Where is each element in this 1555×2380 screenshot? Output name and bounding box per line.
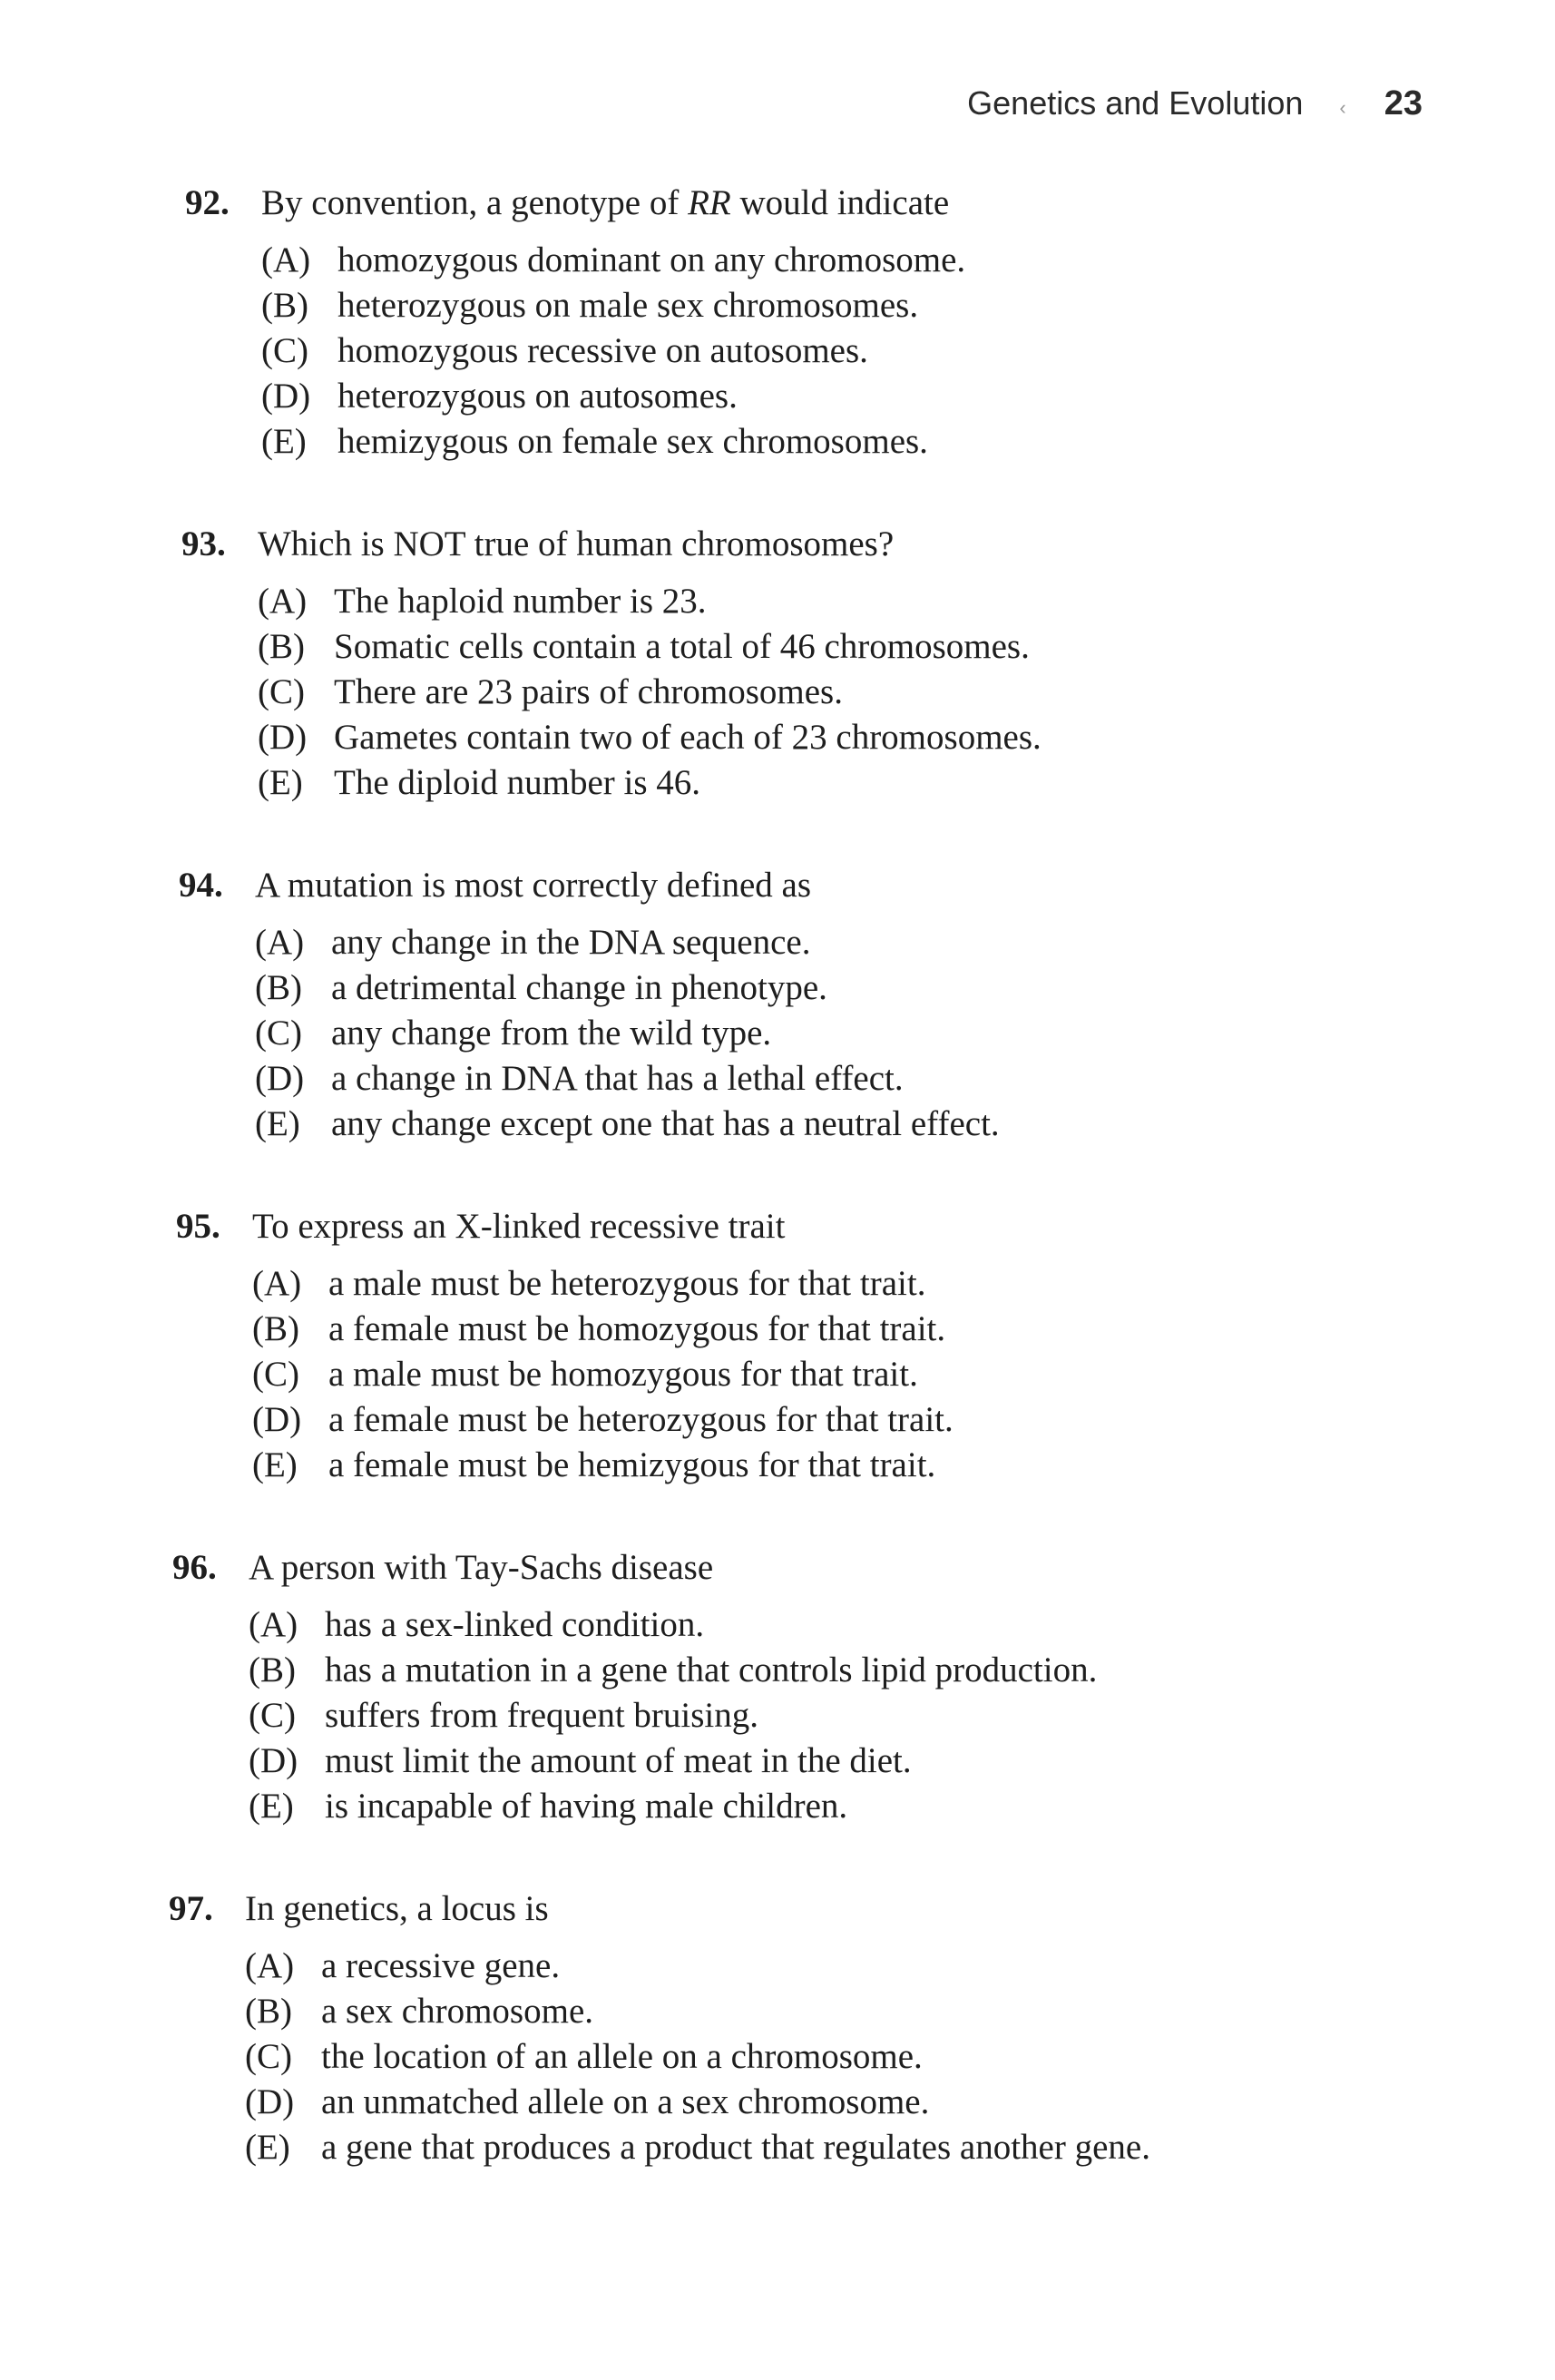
option-letter: (D)	[252, 1400, 302, 1439]
answer-options	[172, 1603, 1555, 1830]
option-letter: (B)	[255, 968, 302, 1007]
option-text: a sex chromosome.	[321, 1992, 594, 2031]
option-letter: (B)	[245, 1992, 292, 2031]
question-stem	[179, 864, 1555, 918]
question-94	[179, 864, 1555, 1148]
option-letter: (B)	[261, 286, 308, 325]
option-text: The haploid number is 23.	[334, 582, 707, 621]
answer-option	[181, 671, 1555, 716]
option-letter: (E)	[249, 1787, 294, 1826]
option-letter: (E)	[252, 1445, 298, 1484]
question-number: 97.	[169, 1889, 213, 1928]
section-title: Genetics and Evolution	[967, 84, 1304, 122]
option-letter: (D)	[249, 1741, 298, 1780]
option-text: has a sex-linked condition.	[325, 1605, 705, 1644]
question-number: 96.	[172, 1548, 217, 1587]
option-text: must limit the amount of meat in the diet.	[325, 1741, 912, 1780]
answer-option	[169, 1990, 1555, 2035]
answer-option	[185, 329, 1555, 375]
question-92	[185, 181, 1555, 465]
option-letter: (A)	[249, 1605, 298, 1644]
option-text: a male must be homozygous for that trait.	[328, 1355, 918, 1394]
answer-options	[179, 921, 1555, 1148]
answer-option	[179, 921, 1555, 966]
question-stem	[176, 1205, 1555, 1259]
question-number: 92.	[185, 183, 230, 222]
answer-option	[169, 2035, 1555, 2081]
question-text: In genetics, a locus is	[245, 1889, 549, 1928]
question-stem	[185, 181, 1555, 236]
option-letter: (A)	[261, 240, 311, 279]
option-text: a recessive gene.	[321, 1946, 561, 1985]
option-letter: (B)	[258, 627, 305, 666]
question-stem	[169, 1887, 1555, 1942]
option-letter: (E)	[258, 763, 303, 802]
option-letter: (B)	[249, 1650, 296, 1690]
option-letter: (C)	[252, 1355, 299, 1394]
option-text: a female must be hemizygous for that trait.	[328, 1445, 936, 1484]
answer-option	[181, 716, 1555, 761]
answer-option	[172, 1649, 1555, 1694]
option-text: the location of an allele on a chromosome.	[321, 2037, 923, 2076]
answer-option	[179, 1012, 1555, 1057]
option-text: homozygous dominant on any chromosome.	[337, 240, 966, 279]
option-letter: (A)	[245, 1946, 295, 1985]
answer-option	[176, 1444, 1555, 1489]
answer-option	[179, 966, 1555, 1012]
answer-option	[169, 2126, 1555, 2171]
question-text: A person with Tay-Sachs disease	[249, 1548, 714, 1587]
option-text: a female must be homozygous for that trait.	[328, 1309, 946, 1348]
answer-option	[169, 2081, 1555, 2126]
option-letter: (E)	[245, 2128, 290, 2167]
option-text: is incapable of having male children.	[325, 1787, 848, 1826]
question-stem	[181, 523, 1555, 577]
option-letter: (D)	[258, 718, 308, 757]
answer-option	[185, 239, 1555, 284]
question-93	[181, 523, 1555, 807]
option-text: a change in DNA that has a lethal effect.	[331, 1059, 904, 1098]
option-text: a male must be heterozygous for that trait.	[328, 1264, 926, 1303]
answer-option	[172, 1739, 1555, 1785]
option-text: any change in the DNA sequence.	[331, 923, 811, 962]
question-number: 93.	[181, 524, 226, 563]
option-text: has a mutation in a gene that controls lipid production.	[325, 1650, 1098, 1690]
question-96	[172, 1546, 1555, 1830]
question-97	[169, 1887, 1555, 2171]
question-text: Which is NOT true of human chromosomes?	[258, 524, 895, 563]
option-letter: (D)	[245, 2082, 295, 2121]
answer-options	[185, 239, 1555, 465]
option-letter: (C)	[261, 331, 308, 370]
option-text: suffers from frequent bruising.	[325, 1696, 758, 1735]
option-text: Somatic cells contain a total of 46 chromosomes.	[334, 627, 1030, 666]
option-letter: (D)	[261, 377, 311, 416]
answer-option	[185, 420, 1555, 465]
option-letter: (C)	[245, 2037, 292, 2076]
question-stem	[172, 1546, 1555, 1601]
option-text: Gametes contain two of each of 23 chromosomes.	[334, 718, 1042, 757]
question-number: 94.	[179, 866, 223, 905]
answer-option	[181, 761, 1555, 807]
option-text: a female must be heterozygous for that trait.	[328, 1400, 954, 1439]
option-letter: (A)	[255, 923, 305, 962]
answer-option	[181, 580, 1555, 625]
option-text: any change except one that has a neutral effect.	[331, 1104, 1000, 1143]
question-text: To express an X-linked recessive trait	[252, 1207, 786, 1246]
ornament-icon: ‹	[1339, 96, 1346, 119]
question-list	[0, 181, 1555, 2228]
answer-options	[181, 580, 1555, 807]
answer-option	[176, 1398, 1555, 1444]
option-letter: (A)	[252, 1264, 302, 1303]
answer-option	[176, 1262, 1555, 1308]
answer-options	[169, 1944, 1555, 2171]
answer-option	[176, 1308, 1555, 1353]
answer-option	[179, 1102, 1555, 1148]
answer-option	[185, 284, 1555, 329]
running-header	[967, 83, 1423, 128]
question-number: 95.	[176, 1207, 220, 1246]
answer-option	[179, 1057, 1555, 1102]
option-letter: (C)	[249, 1696, 296, 1735]
option-text: hemizygous on female sex chromosomes.	[337, 422, 928, 461]
option-letter: (B)	[252, 1309, 299, 1348]
option-text: heterozygous on male sex chromosomes.	[337, 286, 919, 325]
answer-options	[176, 1262, 1555, 1489]
option-letter: (E)	[261, 422, 307, 461]
question-text: By convention, a genotype of RR would indicate	[261, 183, 950, 222]
answer-option	[181, 625, 1555, 671]
question-95	[176, 1205, 1555, 1489]
option-text: an unmatched allele on a sex chromosome.	[321, 2082, 930, 2121]
option-text: a detrimental change in phenotype.	[331, 968, 827, 1007]
option-text: a gene that produces a product that regulates another gene.	[321, 2128, 1150, 2167]
option-text: homozygous recessive on autosomes.	[337, 331, 868, 370]
answer-option	[176, 1353, 1555, 1398]
answer-option	[172, 1694, 1555, 1739]
answer-option	[185, 375, 1555, 420]
option-letter: (D)	[255, 1059, 305, 1098]
option-letter: (C)	[258, 672, 305, 711]
answer-option	[172, 1603, 1555, 1649]
option-letter: (C)	[255, 1014, 302, 1053]
answer-option	[172, 1785, 1555, 1830]
option-letter: (E)	[255, 1104, 300, 1143]
option-letter: (A)	[258, 582, 308, 621]
answer-option	[169, 1944, 1555, 1990]
option-text: any change from the wild type.	[331, 1014, 772, 1053]
option-text: heterozygous on autosomes.	[337, 377, 738, 416]
question-text: A mutation is most correctly defined as	[255, 866, 812, 905]
option-text: There are 23 pairs of chromosomes.	[334, 672, 843, 711]
page-number: 23	[1384, 84, 1423, 122]
option-text: The diploid number is 46.	[334, 763, 701, 802]
